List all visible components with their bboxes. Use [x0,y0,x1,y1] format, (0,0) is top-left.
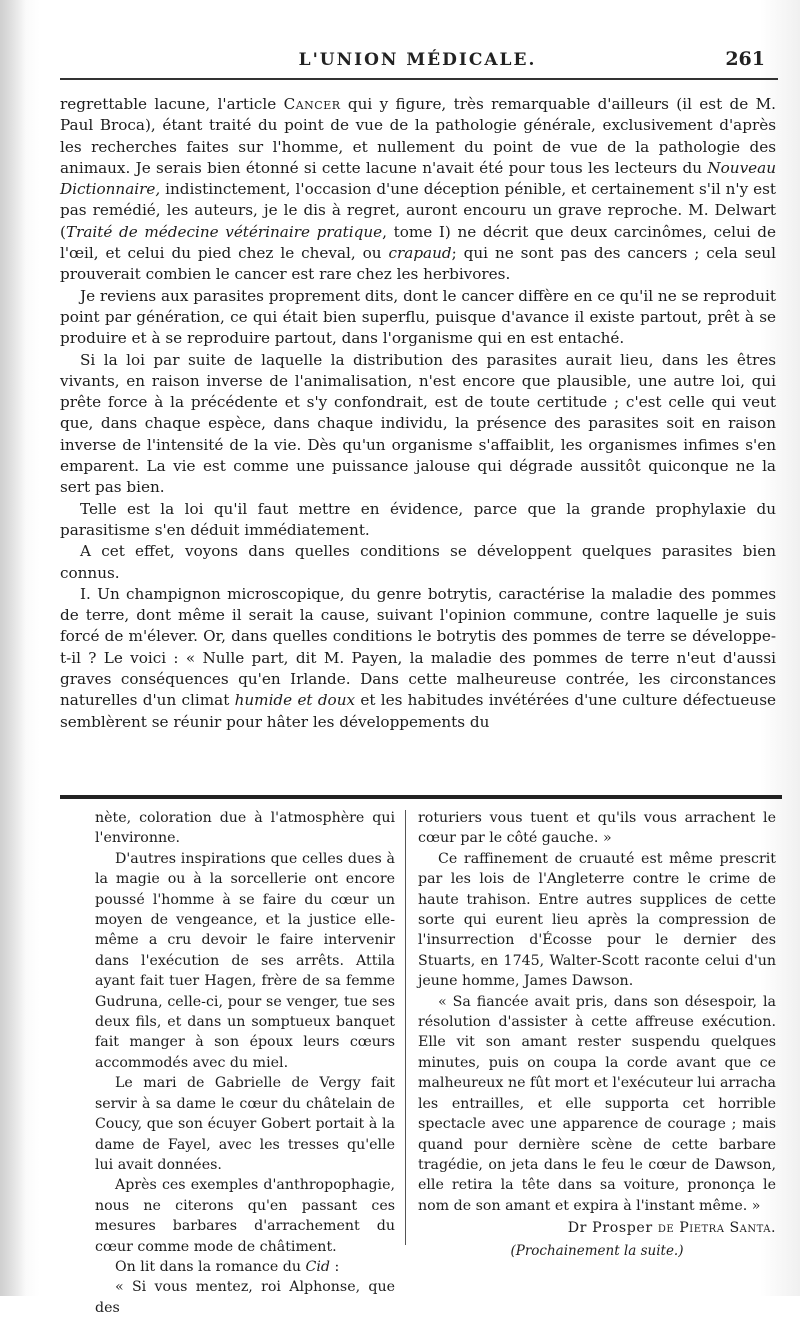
title-traite-medecine: Traité de médecine vétérinaire pratique [65,222,383,241]
title-cid: Cid [305,1258,330,1275]
paragraph-3: Si la loi par suite de laquelle la distribution des parasites aurait lieu, dans les êtres vivants, en raison inverse de l'animalisation, n'est encore que plausible, une autre loi, qui prête force à la précédente et s'y confondrait, est de toute certitude ; c'est celle qui veut que, dans chaque espèce, dans chaque individu, la présence des parasites soit en raison inverse de l'intensité de la vie. Dès qu'un organisme s'affaiblit, les organismes infimes s'en emparent. La vie est comme une puissance jalouse qui dégrade aussitôt quiconque ne la sert pas bien. [60,350,776,497]
author-signature: Dr Prosper de Pietra Santa. [567,1220,776,1237]
right-paragraph-2: Ce raffinement de cruauté est même prescrit par les lois de l'Angleterre contre le crime de haute trahison. Entre autres supplices de cette sorte qui eurent lieu après la compression de l'insurrection d'Écosse pour le dernier des Stuarts, en 1745, Walter-Scott raconte celui d'un jeune homme, James Dawson. [418,850,776,990]
main-article [60,94,776,733]
left-paragraph-4: Après ces exemples d'anthropophagie, nous ne citerons qu'en passant ces mesures barbares d'arrachement du cœur comme mode de châtiment. [95,1177,395,1255]
feuilleton-divider [60,795,782,799]
paragraph-6: I. Un champignon microscopique, du genre botrytis, caractérise la maladie des pommes de terre, dont même il serait la cause, suivant l'opinion commune, contre laquelle je suis forcé de m'élever. Or, dans quelles conditions le botrytis des pommes de terre se développe-t-il ? Le voici : « Nulle part, dit M. Payen, la maladie des pommes de terre n'eut d'aussi graves conséquences qu'en Irlande. Dans cette malheureuse contrée, les circonstances naturelles d'un climat humide et doux et les habitudes invétérées d'une culture défectueuse semblèrent se réunir pour hâter les développements du [60,584,776,731]
feuilleton-left-column [95,808,395,1318]
paragraph-5: A cet effet, voyons dans quelles conditions se développent quelques parasites bien connus. [60,542,776,582]
left-paragraph-2: D'autres inspirations que celles dues à la magie ou à la sorcellerie ont encore poussé l'homme à se faire du cœur un moyen de vengeance, et la justice elle-même a cru devoir le faire intervenir dans l'exécution de ses arrêts. Attila ayant fait tuer Hagen, frère de sa femme Gudruna, celle-ci, pour se venger, tue ses deux fils, et dans un somptueux banquet fait manger à son époux leurs cœurs accommodés avec du miel. [95,850,395,1071]
left-paragraph-6: « Si vous mentez, roi Alphonse, que des [95,1279,395,1316]
binding-shadow [0,0,26,1296]
left-paragraph-5: On lit dans la romance du Cid : [115,1258,340,1275]
left-paragraph-1: nète, coloration due à l'atmosphère qui l'environne. [95,810,395,847]
term-crapaud: crapaud [388,244,452,263]
page-number: 261 [725,48,765,70]
paragraph-4: Telle est la loi qu'il faut mettre en évidence, parce que la grande prophylaxie du parasitisme s'en déduit immédiatement. [60,499,776,539]
title-nouveau-dictionnaire: Nouveau Dictionnaire, [60,158,776,199]
header-rule [60,78,778,80]
right-paragraph-1: roturiers vous tuent et qu'ils vous arrachent le cœur par le côté gauche. » [418,810,776,847]
continued-note: (Prochainement la suite.) [510,1242,684,1259]
term-humide-et-doux: humide et doux [234,691,356,710]
running-title: L'UNION MÉDICALE. [298,50,537,70]
paragraph-2: Je reviens aux parasites proprement dits, dont le cancer diffère en ce qu'il ne se reproduit point par génération, ce qui était bien superflu, puisque d'avance il existe partout, prêt à se produire et à se reproduire partout, dans l'organisme qui en est entaché. [60,286,776,348]
feuilleton-right-column [418,808,776,1261]
left-paragraph-3: Le mari de Gabrielle de Vergy fait servir à sa dame le cœur du châtelain de Coucy, que son écuyer Gobert portait à la dame de Fayel, avec les tresses qu'elle lui avait données. [95,1075,395,1173]
right-paragraph-3: « Sa fiancée avait pris, dans son désespoir, la résolution d'assister à cette affreuse exécution. Elle vit son amant rester suspendu quelques minutes, puis on coupa la corde avant que ce malheureux ne fût mort et l'exécuteur lui arracha les entrailles, et elle supporta cet horrible spectacle avec une apparence de courage ; mais quand pour dernière scène de cette barbare tragédie, on jeta dans le feu le cœur de Dawson, elle retira la tête dans sa voiture, prononça le nom de son amant et expira à l'instant même. » [418,993,776,1214]
cancer-small-caps: Cancer [283,95,341,113]
page-header [60,48,775,76]
column-rule [405,810,406,1245]
paragraph-1: regrettable lacune, l'article Cancer qui y figure, très remarquable d'ailleurs (il est de M. Paul Broca), étant traité du point de vue de la pathologie générale, exclusivement d'après les recherches faites sur l'homme, et nullement du point de vue de la pathologie des animaux. Je serais bien étonné si cette lacune n'avait été pour tous les lecteurs du Nouveau Dictionnaire, indistinctement, l'occasion d'une déception pénible, et certainement s'il n'y est pas remédié, les auteurs, je le dis à regret, auront encouru un grave reproche. M. Delwart (Traité de médecine vétérinaire pratique, tome I) ne décrit que deux carcinômes, celui de l'œil, et celui du pied chez le cheval, ou crapaud; qui ne sont pas des cancers ; cela seul prouverait combien le cancer est rare chez les herbivores. [60,95,776,284]
